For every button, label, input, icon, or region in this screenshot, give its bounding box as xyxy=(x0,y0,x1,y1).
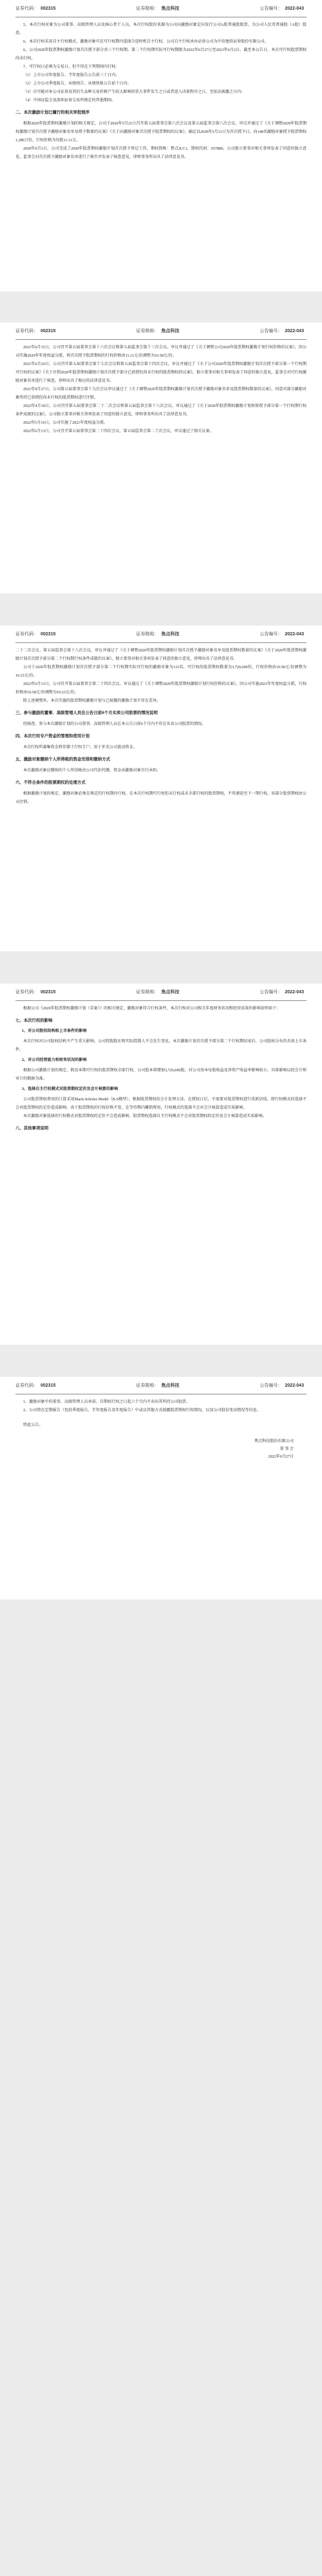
short-name-label: 证券简称： xyxy=(136,329,159,333)
stock-code: 002315 xyxy=(41,6,56,11)
paragraph: 除上述调整外，本次实施的股票期权激励计划与已披露的激励计划不存在差异。 xyxy=(23,699,161,703)
short-name-label: 证券简称： xyxy=(136,6,159,11)
notice-label: 公告编号： xyxy=(260,329,283,333)
paragraph: 本次激励对象应缴纳的个人所得税由公司代扣代缴，资金由激励对象自行承担。 xyxy=(23,769,161,773)
stock-code: 002315 xyxy=(41,1383,56,1388)
stock-short-name: 焦点科技 xyxy=(161,632,180,637)
document-page-4 xyxy=(0,984,322,1345)
paragraph: 6、公司2020年股票期权激励计划首次授予部分共三个行权期，第二个行权期实际可行权期限为2022年6月27日至2023年6月2日，截至本公告日，本次可行权股票期权尚未行权。 xyxy=(15,48,307,61)
stock-short-name: 焦点科技 xyxy=(161,329,180,333)
document-page-3 xyxy=(0,626,322,951)
document-page-5 xyxy=(0,1377,322,1600)
page-header xyxy=(15,1377,307,1394)
paragraph: 2020年6月3日，公司完成了2020年股票期权激励计划首次授予登记工作，期权简称：焦点JLC1，期权代码：037880。公司独立董事对相关事项发表了同意的独立意见，监事会对首次授予激励对象名单进行了核实并发表了核查意见，律师事务所出具了法律意见书。 xyxy=(15,147,307,159)
paragraph: 经核查，参与本次激励计划的公司董事、高级管理人员在本公告日前6个月内不存在买卖公司股票的情况。 xyxy=(23,722,206,726)
company-name: 焦点科技股份有限公司 xyxy=(254,1440,294,1443)
paragraph: 本次行权对公司股权结构不产生重大影响，公司控股股东和实际控制人不会发生变化。本次激励计划首次授予部分第二个行权期结束后，公司股权分布仍具备上市条件。 xyxy=(15,1040,307,1052)
stock-code: 002315 xyxy=(41,990,56,995)
paragraph: 2022年5月16日，公司实施了2021年度权益分派。 xyxy=(23,421,108,425)
paragraph: 2022年6月13日，公司召开第五届董事会第二十四次会议，审议通过了《关于调整2020年股票期权激励计划行权价格的议案》，因公司实施2021年年度权益分派，行权价格由10.58元/份调整为10.23元/份。 xyxy=(15,682,307,695)
list-item: 1、激励对象中的董事、高级管理人员承诺，自期权行权之日起六个月内不卖出其所持公司股票。 xyxy=(23,1400,190,1404)
section-heading: 五、激励对象缴纳个人所得税的资金安排和缴纳方式 xyxy=(15,757,110,762)
short-name-label: 证券简称： xyxy=(136,632,159,637)
page-header xyxy=(15,626,307,643)
page-header xyxy=(15,0,307,17)
section-heading: 八、其他事项说明 xyxy=(15,1126,49,1131)
notice-number: 2022-043 xyxy=(285,990,304,995)
stock-short-name: 焦点科技 xyxy=(161,990,180,995)
paragraph: 根据激励计划的规定，激励对象必须在规定的行权期内行权，在本次行权期可行权但未行权或未全部行权的股票期权，不得递延至下一期行权，该部分股票期权由公司注销。 xyxy=(15,792,307,804)
list-item: （3）自可能对本公司证券及其衍生品种交易价格产生较大影响的重大事件发生之日或者进入决策程序之日，至依法披露之日内； xyxy=(23,90,245,94)
signature-date: 2022年6月27日 xyxy=(268,1455,294,1459)
section-heading: 四、本次行权专户资金的管理和使用计划 xyxy=(15,734,90,738)
paragraph: 二十二次会议、第五届监事会第十八次会议，审议并通过了《关于调整2020年股票期权激励计划首次授予激励对象名单及股票期权数量的议案》《关于2020年股票期权激励计划首次授予部分第二个行权期行权条件成就的议案》，独立董事对相关事项发表了同意的独立意见，律师出具了法律意见书。 xyxy=(15,649,307,661)
stock-code: 002315 xyxy=(41,329,56,333)
list-item: 2、公司将在定期报告（包括季度报告、半年度报告及年度报告）中或以其他方式披露股票期权行权情况，以及公司股份变动情况等信息。 xyxy=(23,1409,261,1412)
short-name-label: 证券简称： xyxy=(136,1383,159,1388)
paragraph: 2022年6月13日，公司召开第五届董事会第二十四次会议、第五届监事会第二十次会议，审议通过了相关议案。 xyxy=(23,430,214,433)
code-label: 证券代码： xyxy=(15,632,38,637)
paragraph: 公司股票期权费用的计算采用Black-Scholes Model（B-S模型），根据股票期权的会计处理方法，在授权日后，不需要对股票期权进行重新估值，即行权模式的选择不会对股票期权的定价造成影响。由于股票期权的行权价格不变，在等待期内摊销费用，行权模式的选择不会对会计核算造成实质影响。 xyxy=(15,1098,307,1110)
paragraph: 本次行权所募集资金将存储于行权专户，用于补充公司流动资金。 xyxy=(23,746,137,749)
notice-label: 公告编号： xyxy=(260,6,283,11)
paragraph: 本次激励对象选择的行权模式对股票期权的定价不会造成影响，股票期权选择自主行权模式不会对股票期权的定价及会计核算造成实质影响。 xyxy=(23,1115,267,1118)
page-header xyxy=(15,322,307,340)
code-label: 证券代码： xyxy=(15,1383,38,1388)
stock-code: 002315 xyxy=(41,632,56,637)
paragraph: 公司于2020年股票期权激励计划首次授予部分第二个行权期实际可行权的激励对象为133名，可行权的股票期权数量为3,720,690份，行权价格由10.58元/份调整为10.23元/份。 xyxy=(15,666,307,678)
paragraph: 2021年9月27日，公司第五届董事会第十九次会议审议通过了《关于调整2020年股票期权激励计划首次授予激励对象名单及股票期权数量的议案》，同意对部分激励对象所持已获授但尚未行权的股票期权进行注销。 xyxy=(15,388,307,400)
code-label: 证券代码： xyxy=(15,6,38,11)
notice-label: 公告编号： xyxy=(260,1383,283,1388)
list-item: （2）上市公司季度报告、业绩预告、业绩快报公告前十日内； xyxy=(23,82,131,86)
list-item: （4）中国证监会及深圳证券交易所规定的其他期间。 xyxy=(23,99,116,103)
notice-label: 公告编号： xyxy=(260,990,283,995)
stock-short-name: 焦点科技 xyxy=(161,6,180,11)
paragraph: 2021年6月24日，公司召开第五届董事会第十七次会议和第五届监事会第十四次会议，审议并通过了《关于公司2020年股票期权激励计划首次授予部分第一个行权期可行权的议案》《关于注销2020年股票期权激励计划首次授予部分已获授但尚未行权的股票期权的议案》，独立董事对相关事项发表了同意的独立意见，监事会对可行权激励对象名单进行了核查，律师出具了相应的法律意见书。 xyxy=(15,362,307,383)
sub-heading: 1、对公司股权结构和上市条件的影响 xyxy=(22,1029,87,1033)
notice-number: 2022-043 xyxy=(285,6,304,11)
section-heading: 二、本次激励计划已履行的相关审批程序 xyxy=(15,110,90,115)
paragraph: 5、本次行权对象为公司董事、高级管理人员及核心骨干人员，本次行权股份来源为公司向激励对象定向发行公司A股普通股股票，为公司人民币普通股（A股）股票。 xyxy=(15,23,307,35)
section-heading: 六、不符合条件的股票期权的处理方式 xyxy=(15,780,86,785)
notice-number: 2022-043 xyxy=(285,329,304,333)
paragraph: 根据公司激励计划的规定，假设本期可行权的股票期权全部行权，公司股本将增加3,720,690股，对公司基本每股收益及净资产收益率影响较小，具体影响以经会计师审计的数据为准。 xyxy=(15,1069,307,1081)
code-label: 证券代码： xyxy=(15,990,38,995)
paragraph: 2021年6月15日，公司召开第五届董事会第十六次会议和第五届监事会第十三次会议，审议并通过了《关于调整公司2020年股票期权激励计划行权价格的议案》，因公司实施2020年年度权益分派，将首次授予股票期权的行权价格由11.11元/份调整为10.58元/份。 xyxy=(15,346,307,358)
document-page-2 xyxy=(0,322,322,593)
paragraph: 根据2020年股票期权激励计划的相关规定，公司于2020年5月21日召开第五届董事会第六次会议及第五届监事会第六次会议，审议并通过了《关于调整2020年股票期权激励计划首次授予激励对象名单及授予数量的议案》《关于向激励对象首次授予股票期权的议案》，确定以2020年5月21日为首次授予日，向148名激励对象授予股票期权1,280万份，行权价格为每股11.11元。 xyxy=(15,122,307,143)
notice-number: 2022-043 xyxy=(285,1383,304,1388)
stock-short-name: 焦点科技 xyxy=(161,1383,180,1388)
paragraph: 6、本次行权采用自主行权模式，激励对象可在可行权期内选择合适时机自主行权。公司自主行权承办证券公司为中信建投证券股份有限公司。 xyxy=(23,40,269,44)
notice-number: 2022-043 xyxy=(285,632,304,637)
paragraph: 2022年4月18日，公司召开第五届董事会第二十二次会议和第五届监事会第十八次会议，审议通过了《关于2020年股票期权激励计划预留授予部分第一个行权期行权条件成就的议案》，公司独立董事对相关事项发表了同意的独立意见，律师事务所出具了法律意见书。 xyxy=(15,404,307,417)
sub-heading: 3、选择自主行权模式对股票期权定价及会计核算的影响 xyxy=(22,1087,118,1091)
paragraph: 7、可行权日必须为交易日，但不得在下列期间内行权： xyxy=(23,65,120,69)
short-name-label: 证券简称： xyxy=(136,990,159,995)
code-label: 证券代码： xyxy=(15,329,38,333)
paragraph: 根据公司《2020年股票期权激励计划（草案）》的相关规定，激励对象符合行权条件，本次行权对公司相关年度财务状况和经营成果的影响说明如下： xyxy=(23,1007,281,1011)
signature-block xyxy=(15,1438,307,1461)
notice-label: 公告编号： xyxy=(260,632,283,637)
document-page-1 xyxy=(0,0,322,292)
board-name: 董 事 会 xyxy=(279,1447,294,1451)
closing-text: 特此公告。 xyxy=(23,1423,43,1427)
page-header xyxy=(15,984,307,1001)
section-heading: 七、本次行权的影响 xyxy=(15,1018,53,1023)
sub-heading: 2、对公司经营能力和财务状况的影响 xyxy=(22,1058,87,1062)
section-heading: 三、参与激励的董事、高级管理人员在公告日前6个月买卖公司股票的情况说明 xyxy=(15,711,158,715)
list-item: （1）上市公司年度报告、半年度报告公告前三十日内； xyxy=(23,74,120,77)
